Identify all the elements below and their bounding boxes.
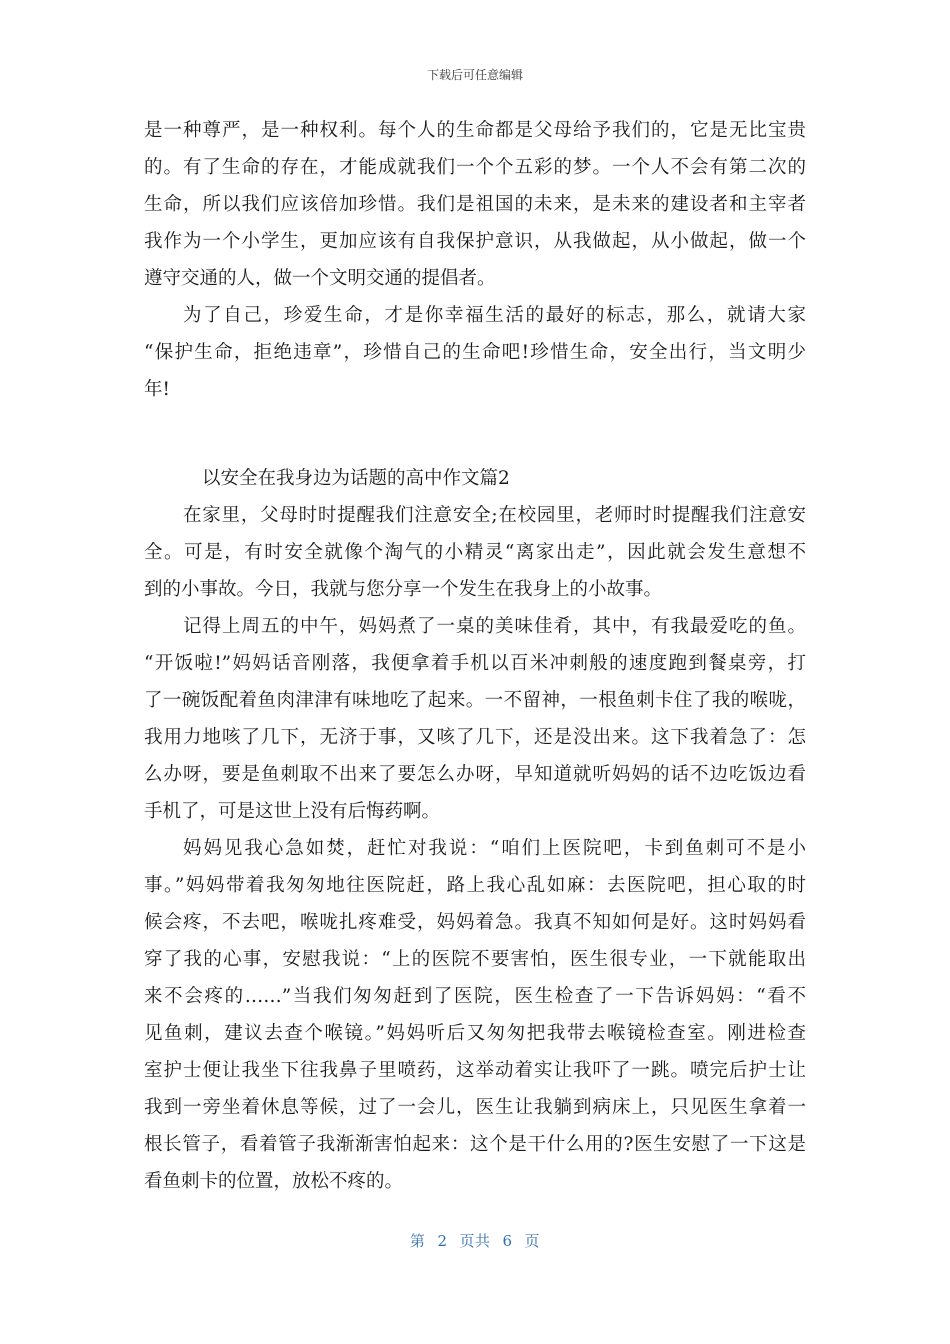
text-line: 见鱼刺，建议去查个喉镜。”妈妈听后又匆匆把我带去喉镜检查室。刚进检查	[144, 1023, 806, 1044]
section-heading: 以安全在我身边为话题的高中作文篇2	[202, 468, 510, 489]
text-line: 到的小事故。今日，我就与您分享一个发生在我身上的小故事。	[144, 579, 663, 600]
text-line: 候会疼，不去吧，喉咙扎疼难受，妈妈着急。我真不知如何是好。这时妈妈看	[144, 912, 806, 933]
text-line: 在家里，父母时时提醒我们注意安全;在校园里，老师时时提醒我们注意安	[183, 505, 806, 526]
text-line: 为了自己，珍爱生命，才是你幸福生活的最好的标志，那么，就请大家	[183, 305, 806, 326]
text-line: 手机了，可是这世上没有后悔药啊。	[144, 801, 441, 822]
body-section-top	[144, 112, 806, 408]
paragraph	[144, 830, 806, 1200]
page-header: 下载后可任意编辑	[426, 68, 523, 82]
text-line: 我到一旁坐着休息等候，过了一会儿，医生让我躺到病床上，只见医生拿着一	[144, 1097, 806, 1118]
text-line: 穿了我的心事，安慰我说：“上的医院不要害怕，医生很专业，一下就能取出	[144, 949, 806, 970]
text-line: 么办呀，要是鱼刺取不出来了要怎么办呀，早知道就听妈妈的话不边吃饭边看	[144, 764, 806, 785]
footer-total-pages: 6	[502, 1232, 513, 1250]
text-line: 我作为一个小学生，更加应该有自我保护意识，从我做起，从小做起，做一个	[144, 231, 806, 252]
text-line: 是一种尊严，是一种权利。每个人的生命都是父母给予我们的，它是无比宝贵	[144, 120, 806, 141]
text-line: 来不会疼的……”当我们匆匆赶到了医院，医生检查了一下告诉妈妈：“看不	[144, 986, 806, 1007]
paragraph	[144, 112, 806, 297]
text-line: 的。有了生命的存在，才能成就我们一个个五彩的梦。一个人不会有第二次的	[144, 157, 806, 178]
paragraph	[144, 608, 806, 830]
footer-suffix: 页	[524, 1232, 541, 1250]
document-body	[144, 112, 806, 1200]
text-line: 室护士便让我坐下往我鼻子里喷药，这举动着实让我吓了一跳。喷完后护士让	[144, 1060, 806, 1081]
paragraph	[144, 297, 806, 408]
section-gap	[144, 408, 806, 460]
text-line: 事。”妈妈带着我匆匆地往医院赶，路上我心乱如麻：去医院吧，担心取的时	[144, 875, 806, 896]
text-line: “开饭啦!”妈妈话音刚落，我便拿着手机以百米冲刺般的速度跑到餐桌旁，打	[144, 653, 806, 674]
footer-prefix: 第	[409, 1232, 426, 1250]
text-line: 全。可是，有时安全就像个淘气的小精灵“离家出走”，因此就会发生意想不	[144, 542, 806, 563]
text-line: 了一碗饭配着鱼肉津津有味地吃了起来。一不留神，一根鱼刺卡住了我的喉咙，	[144, 690, 806, 711]
text-line: 年!	[144, 379, 170, 400]
text-line: 看鱼刺卡的位置，放松不疼的。	[144, 1171, 404, 1192]
paragraph	[144, 497, 806, 608]
text-line: “保护生命，拒绝违章”，珍惜自己的生命吧!珍惜生命，安全出行，当文明少	[144, 342, 806, 363]
text-line: 我用力地咳了几下，无济于事，又咳了几下，还是没出来。这下我着急了：怎	[144, 727, 806, 748]
footer-page-number: 2	[437, 1232, 448, 1250]
text-line: 生命，所以我们应该倍加珍惜。我们是祖国的未来，是未来的建设者和主宰者	[144, 194, 806, 215]
text-line: 妈妈见我心急如焚，赶忙对我说：“咱们上医院吧，卡到鱼刺可不是小	[183, 838, 806, 859]
text-line: 遵守交通的人，做一个文明交通的提倡者。	[144, 268, 496, 289]
footer-middle: 页共	[459, 1232, 491, 1250]
text-line: 根长管子，看着管子我渐渐害怕起来：这个是干什么用的?医生安慰了一下这是	[144, 1134, 806, 1155]
page-footer	[0, 1230, 950, 1251]
body-section-bottom	[144, 497, 806, 1200]
text-line: 记得上周五的中午，妈妈煮了一桌的美味佳肴，其中，有我最爱吃的鱼。	[183, 616, 806, 637]
